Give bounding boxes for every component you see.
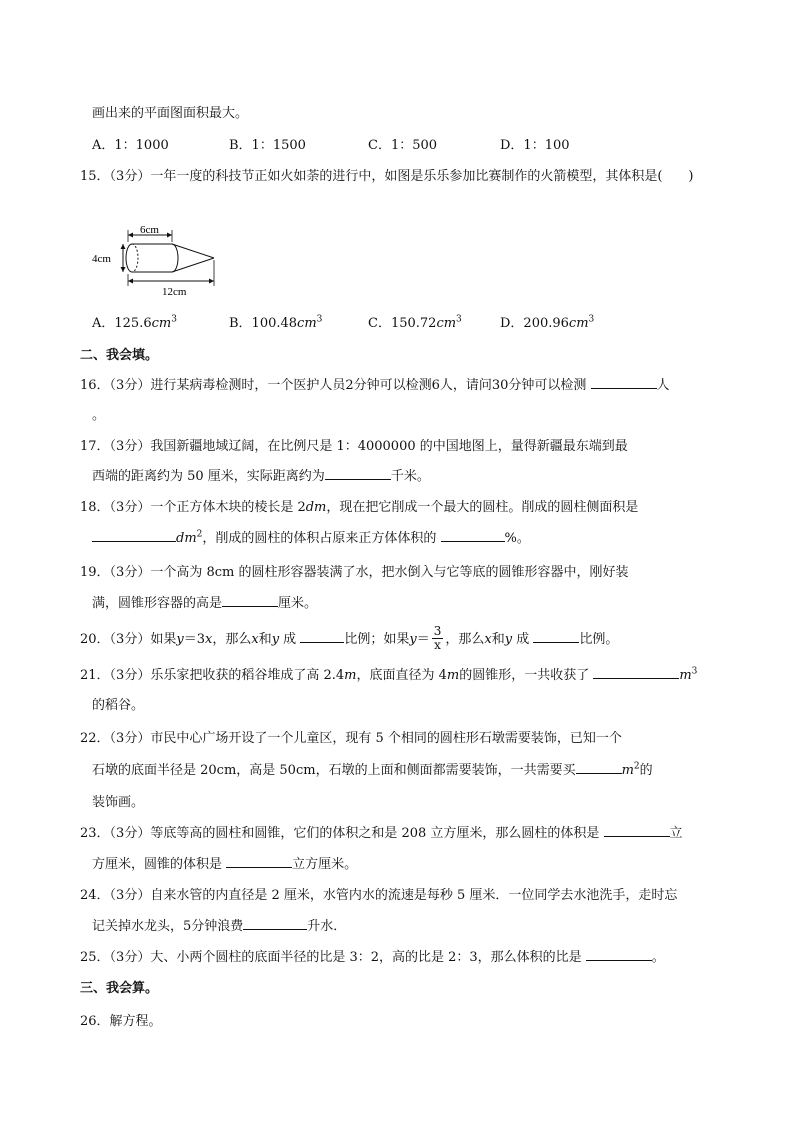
q23-line-1 [80, 822, 683, 841]
q15-option-c[interactable] [368, 312, 462, 331]
q18-text-b: ，现在把它削成一个最大的圆柱。削成的圆柱侧面积是 [326, 500, 639, 515]
q20-var-y-2: y [271, 632, 280, 647]
q20-answer-blank-1[interactable] [300, 630, 344, 643]
figure-label-bottom: 12cm [162, 286, 187, 298]
q15-option-d-value: D．200.96 [500, 316, 569, 331]
figure-label-top: 6cm [140, 224, 159, 236]
q24-line-1: 24．（3分）自来水管的内直径是 2 厘米，水管内水的流速是每秒 5 厘米．一位同学去水池洗手，走时忘 [80, 888, 678, 903]
q20-var-x-2: x [251, 632, 259, 647]
q20-text-a: 20．（3分）如果 [80, 632, 177, 647]
q24-text: 记关掉水龙头，5分钟浪费 [92, 919, 244, 934]
q19-answer-blank[interactable] [222, 594, 278, 607]
q15-option-b-unit: cm [297, 316, 317, 331]
q20-frac-den: x [434, 638, 441, 652]
q23-text-a: 23．（3分）等底等高的圆柱和圆锥，它们的体积之和是 208 立方厘米，那么圆柱的体积是 [80, 826, 604, 841]
q20-text-d: 成 [279, 632, 301, 647]
q21-unit-3: m [679, 668, 692, 683]
q14-continuation: 画出来的平面图面积最大。 [92, 106, 249, 121]
q18-line-1 [80, 496, 638, 515]
q20-text-b: ，那么 [212, 632, 252, 647]
q15-option-d-exp: 3 [588, 314, 595, 325]
section-heading-fill: 二、我会填。 [80, 348, 159, 363]
q21-answer-blank[interactable] [593, 666, 679, 679]
q20-var-y-3: y [409, 632, 417, 647]
q14-option-d[interactable]: D．1：100 [500, 138, 570, 153]
q18-unit-1: dm [305, 500, 327, 515]
q23-text-d: 立方厘米。 [292, 857, 358, 872]
q23-text-b: 立 [669, 826, 683, 841]
q15-option-a[interactable] [92, 312, 177, 331]
q15-option-c-unit: cm [436, 316, 457, 331]
q22-line-3: 装饰画。 [92, 795, 145, 810]
q17-line-2 [92, 465, 430, 484]
section-heading-calc: 三、我会算。 [80, 981, 159, 996]
q22-unit: m [621, 763, 634, 778]
q17-text: 西端的距离约为 50 厘米，实际距离约为 [92, 469, 325, 484]
q21-unit-2: m [446, 668, 460, 683]
q20-text-h: 成 [512, 632, 534, 647]
q15-option-c-value: C．150.72 [368, 316, 437, 331]
q22-unit-exp: 2 [633, 761, 640, 772]
q26-question: 26．解方程。 [80, 1014, 162, 1029]
figure-label-left: 4cm [92, 253, 111, 265]
q18-line-2 [92, 527, 530, 546]
q15-option-b-exp: 3 [316, 314, 323, 325]
q23-answer-blank-1[interactable] [604, 824, 670, 837]
q22-text: 石墩的底面半径是 20cm，高是 50cm，石墩的上面和侧面都需要装饰，一共需要买 [92, 763, 576, 778]
q18-text-a: 18．（3分）一个正方体木块的棱长是 2 [80, 500, 306, 515]
q19-line-1: 19．（3分）一个高为 8cm 的圆柱形容器装满了水，把水倒入与它等底的圆锥形容器中，刚好装 [80, 565, 629, 580]
q17-answer-blank[interactable] [325, 467, 391, 480]
q21-text-a: 21．（3分）乐乐家把收获的稻谷堆成了高 2.4 [80, 668, 345, 683]
q20-question: 20．（3分）如果y＝3x，那么x和y 成 比例；如果y＝ $\frac{3}{x}$ ，那么x和y 成 比例。 [80, 624, 619, 652]
q15-option-d[interactable] [500, 312, 594, 331]
q19-unit: 厘米。 [278, 596, 318, 611]
q21-text-b: ，底面直径为 4 [356, 668, 447, 683]
q19-line-2 [92, 592, 317, 611]
q15-option-a-value: A．125.6 [92, 316, 152, 331]
q19-text: 满，圆锥形容器的高是 [92, 596, 223, 611]
q15-option-a-unit: cm [151, 316, 172, 331]
q21-text-c: 的圆锥形，一共收获了 [459, 668, 594, 683]
q14-option-c[interactable]: C．1：500 [368, 138, 438, 153]
q18-text-c: ，削成的圆柱的体积占原来正方体体积的 [202, 531, 441, 546]
q20-text-f: ，那么 [445, 632, 485, 647]
q21-line-1 [80, 664, 697, 683]
q16-question [80, 374, 670, 393]
q23-line-2 [92, 853, 357, 872]
q23-text-c: 方厘米，圆锥的体积是 [92, 857, 227, 872]
q14-option-a[interactable]: A．1：1000 [92, 138, 169, 153]
q25-text: 25．（3分）大、小两个圆柱的底面半径的比是 3：2，高的比是 2：3，那么体积的比是 [80, 950, 586, 965]
q20-var-y-4: y [504, 632, 513, 647]
q15-option-b[interactable] [229, 312, 322, 331]
q20-eq: ＝3 [183, 632, 205, 647]
q20-text-e: 比例；如果 [344, 632, 410, 647]
q21-unit-exp: 3 [691, 666, 698, 677]
q22-text-b: 的 [639, 763, 653, 778]
q16-end-mark: 。 [92, 408, 106, 423]
q18-answer-blank-2[interactable] [441, 529, 505, 542]
q20-text-i: 比例。 [579, 632, 619, 647]
q16-text: 16．（3分）进行某病毒检测时，一个医护人员2分钟可以检测6人，请问30分钟可以检测 [80, 378, 591, 393]
rocket-model-figure [88, 222, 228, 300]
q15-question: 15．（3分）一年一度的科技节正如火如荼的进行中，如图是乐乐参加比赛制作的火箭模型，其体积是( ) [80, 169, 694, 184]
q21-line-2: 的稻谷。 [92, 698, 145, 713]
q20-frac-num: 3 [433, 624, 442, 638]
q18-answer-blank-1[interactable] [92, 529, 176, 542]
q20-text-g: 和 [491, 632, 505, 647]
q15-option-d-unit: cm [568, 316, 589, 331]
q20-var-y: y [176, 632, 184, 647]
q24-answer-blank[interactable] [243, 917, 307, 930]
q23-answer-blank-2[interactable] [226, 855, 292, 868]
q15-option-b-value: B．100.48 [229, 316, 298, 331]
q22-line-2 [92, 759, 653, 778]
q18-unit-2-exp: 2 [196, 529, 203, 540]
q20-var-x-3: x [484, 632, 492, 647]
q20-answer-blank-2[interactable] [533, 630, 579, 643]
q18-unit-2: dm [176, 531, 197, 546]
q22-answer-blank[interactable] [576, 761, 622, 774]
q25-answer-blank[interactable] [586, 948, 652, 961]
q15-option-c-exp: 3 [456, 314, 462, 325]
q25-question [80, 946, 665, 965]
q20-var-x: x [204, 632, 213, 647]
q14-option-b[interactable]: B．1：1500 [229, 138, 306, 153]
q20-fraction [432, 625, 444, 652]
q24-unit: 升水． [307, 919, 347, 934]
q16-unit: 人 [656, 378, 670, 393]
q22-line-1: 22．（3分）市民中心广场开设了一个儿童区，现有 5 个相同的圆柱形石墩需要装饰，已知一个 [80, 731, 622, 746]
q17-unit: 千米。 [390, 469, 430, 484]
q16-answer-blank[interactable] [591, 376, 657, 389]
q24-line-2 [92, 915, 346, 934]
q17-line-1: 17．（3分）我国新疆地域辽阔，在比例尺是 1：4000000 的中国地图上，量得新疆最东端到最 [80, 439, 628, 454]
q21-unit-1: m [344, 668, 357, 683]
q15-option-a-exp: 3 [171, 314, 177, 325]
q20-text-c: 和 [258, 632, 272, 647]
q18-percent: %。 [504, 531, 530, 546]
q25-end: 。 [651, 950, 665, 965]
